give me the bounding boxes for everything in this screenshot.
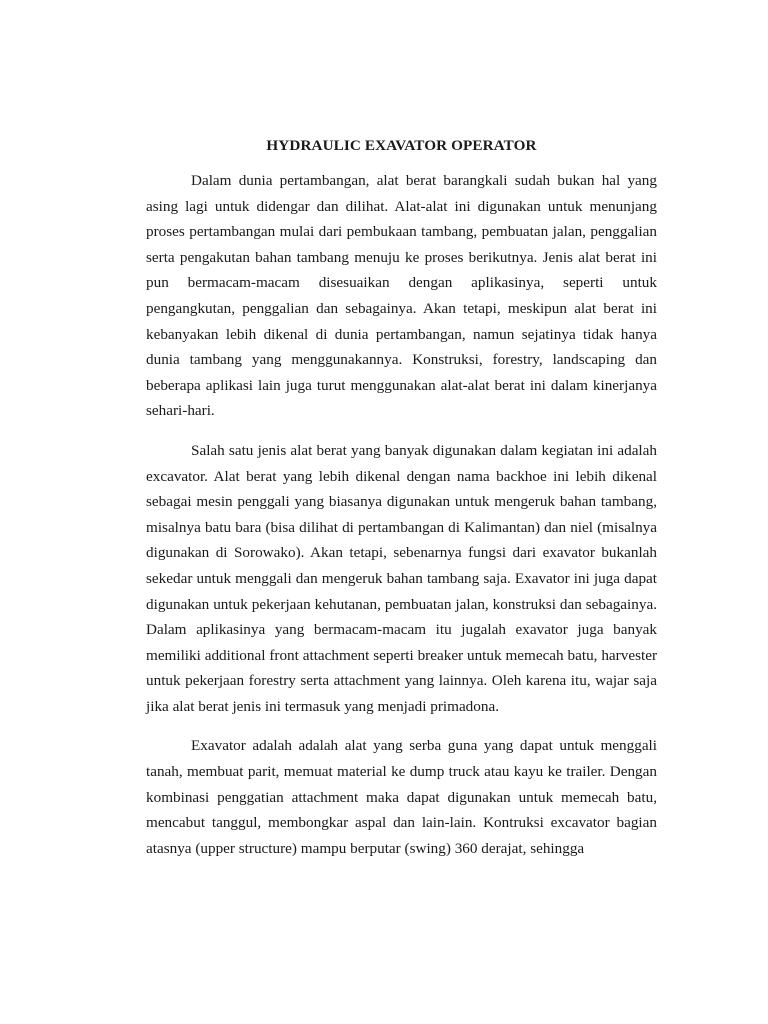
paragraph-3: Exavator adalah adalah alat yang serba guna yang dapat untuk menggali tanah, membuat parit, memuat material ke dump truck atau kayu ke trailer. Dengan kombinasi penggatian attachment maka dapat digunakan untuk memecah batu, mencabut tanggul, membongkar aspal dan lain-lain. Kontruksi excavator bagian atasnya (upper structure) mampu berputar (swing) 360 derajat, sehingga (146, 737, 657, 857)
paragraph-1: Dalam dunia pertambangan, alat berat barangkali sudah bukan hal yang asing lagi untuk didengar dan dilihat. Alat-alat ini digunakan untuk menunjang proses pertambangan mulai dari pembukaan tambang, pembuatan jalan, penggalian serta pengakutan bahan tambang menuju ke proses berikutnya. Jenis alat berat ini pun bermacam-macam disesuaikan dengan aplikasinya, seperti untuk pengangkutan, penggalian dan sebagainya. Akan tetapi, meskipun alat berat ini kebanyakan lebih dikenal di dunia pertambangan, namun sejatinya tidak hanya dunia tambang yang menggunakannya. Konstruksi, forestry, landscaping dan beberapa aplikasi lain juga turut menggunakan alat-alat berat ini dalam kinerjanya sehari-hari. (146, 172, 657, 420)
paragraph-2: Salah satu jenis alat berat yang banyak digunakan dalam kegiatan ini adalah excavator. Alat berat yang lebih dikenal dengan nama backhoe ini lebih dikenal sebagai mesin penggali yang biasanya digunakan untuk mengeruk bahan tambang, misalnya batu bara (bisa dilihat di pertambangan di Kalimantan) dan niel (misalnya digunakan di Sorowako). Akan tetapi, sebenarnya fungsi dari exavator bukanlah sekedar untuk menggali dan mengeruk bahan tambang saja. Exavator ini juga dapat digunakan untuk pekerjaan kehutanan, pembuatan jalan, konstruksi dan sebagainya. Dalam aplikasinya yang bermacam-macam itu jugalah exavator juga banyak memiliki additional front attachment seperti breaker untuk memecah batu, harvester untuk pekerjaan forestry serta attachment yang lainnya. Oleh karena itu, wajar saja jika alat berat jenis ini termasuk yang menjadi primadona. (146, 441, 657, 715)
document-page (146, 138, 657, 875)
document-title: HYDRAULIC EXAVATOR OPERATOR (266, 137, 537, 154)
